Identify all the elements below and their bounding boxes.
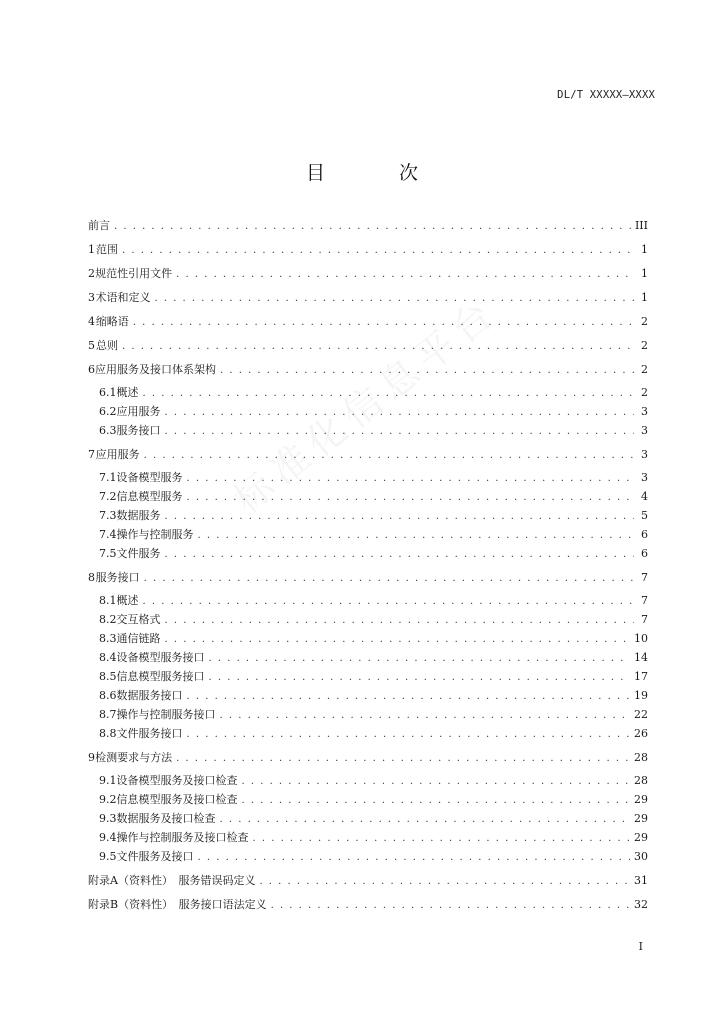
toc-leader-dots	[154, 291, 634, 306]
toc-entry[interactable]	[99, 404, 648, 419]
toc-entry-number: 8.7	[99, 708, 117, 721]
toc-entry-number: 7.4	[99, 528, 117, 541]
toc-entry-label: 数据服务	[116, 509, 161, 522]
toc-leader-dots	[165, 424, 635, 439]
toc-entry[interactable]	[99, 726, 648, 741]
toc-entry-label: 附录A（资料性） 服务错误码定义	[88, 874, 256, 887]
toc-entry-number: 9.4	[99, 831, 117, 844]
toc-entry-number: 8.8	[99, 727, 117, 740]
toc-entry[interactable]	[99, 489, 648, 504]
page-title: 目 次	[305, 162, 453, 184]
toc-entry-number: 8.6	[99, 689, 117, 702]
toc-entry[interactable]	[99, 385, 648, 400]
toc-entry-page: 28	[634, 751, 648, 764]
toc-entry-page: III	[634, 219, 648, 232]
toc-entry-label: 操作与控制服务	[116, 528, 194, 541]
toc-entry-label: 总则	[95, 339, 118, 352]
toc-entry-label: 交互格式	[116, 613, 161, 626]
toc-entry[interactable]	[88, 242, 648, 257]
toc-entry-number: 8.5	[99, 670, 117, 683]
watermark: 标准化信息平台	[225, 288, 507, 522]
toc-leader-dots	[176, 751, 630, 766]
toc-entry-label: 附录B（资料性） 服务接口语法定义	[88, 898, 267, 911]
toc-entry-label: 术语和定义	[95, 291, 151, 304]
toc-entry-page: 1	[641, 291, 648, 304]
toc-entry-label: 信息模型服务接口	[116, 670, 205, 683]
toc-entry-label: 数据服务及接口检查	[116, 812, 216, 825]
toc-leader-dots	[165, 613, 635, 628]
toc-entry-page: 3	[641, 448, 648, 461]
toc-leader-dots	[271, 898, 630, 913]
toc-leader-dots	[198, 850, 631, 865]
toc-entry[interactable]	[99, 612, 648, 627]
toc-entry-label: 通信链路	[116, 632, 161, 645]
toc-entry-label: 设备模型服务	[116, 471, 183, 484]
toc-entry-page: 31	[634, 874, 648, 887]
toc-entry[interactable]	[99, 707, 648, 722]
toc-entry-label: 设备模型服务接口	[116, 651, 205, 664]
toc-entry-number: 9.3	[99, 812, 117, 825]
toc-entry-page: 3	[641, 405, 648, 418]
toc-entry-label: 设备模型服务及接口检查	[116, 774, 238, 787]
toc-entry-page: 3	[641, 424, 648, 437]
toc-entry-page: 10	[634, 632, 648, 645]
toc-entry-page: 32	[634, 898, 648, 911]
toc-entry[interactable]	[99, 669, 648, 684]
toc-entry-page: 3	[641, 471, 648, 484]
toc-entry-label: 应用服务	[116, 405, 161, 418]
toc-entry-number: 7.5	[99, 547, 117, 560]
toc-entry[interactable]	[99, 650, 648, 665]
toc-entry[interactable]	[88, 266, 648, 281]
toc-leader-dots	[187, 727, 631, 742]
toc-entry-number: 8.4	[99, 651, 117, 664]
toc-leader-dots	[220, 812, 631, 827]
toc-leader-dots	[220, 708, 631, 723]
toc-entry-page: 5	[641, 509, 648, 522]
toc-entry[interactable]	[88, 338, 648, 353]
toc-leader-dots	[209, 651, 631, 666]
toc-entry-number: 8.2	[99, 613, 117, 626]
toc-leader-dots	[165, 632, 631, 647]
toc-entry-label: 操作与控制服务及接口检查	[116, 831, 249, 844]
toc-entry-number: 8.3	[99, 632, 117, 645]
toc-entry-label: 规范性引用文件	[95, 267, 173, 280]
toc-entry-number: 6.2	[99, 405, 117, 418]
toc-entry-label: 检测要求与方法	[95, 751, 173, 764]
toc-entry[interactable]	[99, 811, 648, 826]
toc-entry[interactable]	[88, 362, 648, 377]
page-header-code: DL/T XXXXX—XXXX	[557, 89, 655, 101]
toc-leader-dots	[122, 339, 634, 354]
toc-entry-label: 概述	[116, 386, 139, 399]
toc-leader-dots	[165, 547, 635, 562]
toc-entry[interactable]	[99, 688, 648, 703]
toc-entry[interactable]	[88, 570, 648, 585]
toc-entry-page: 29	[634, 793, 648, 806]
toc-entry-number: 9	[88, 751, 95, 764]
toc-entry-page: 17	[634, 670, 648, 683]
toc-entry[interactable]	[99, 508, 648, 523]
toc-leader-dots	[133, 315, 634, 330]
toc-entry[interactable]	[99, 593, 648, 608]
toc-entry-label: 应用服务及接口体系架构	[95, 363, 216, 376]
toc-entry[interactable]	[88, 314, 648, 329]
toc-entry-page: 14	[634, 651, 648, 664]
toc-entry-label: 文件服务	[116, 547, 161, 560]
toc-leader-dots	[122, 243, 634, 258]
toc-leader-dots	[198, 528, 635, 543]
toc-entry[interactable]	[99, 792, 648, 807]
toc-entry-page: 2	[641, 363, 648, 376]
toc-leader-dots	[114, 219, 631, 234]
toc-entry[interactable]	[88, 447, 648, 462]
toc-leader-dots	[144, 448, 634, 463]
toc-entry-number: 7.1	[99, 471, 117, 484]
toc-entry-number: 5	[88, 339, 95, 352]
toc-entry-number: 1	[88, 243, 95, 256]
toc-entry-page: 6	[641, 547, 648, 560]
toc-entry-label: 文件服务及接口	[116, 850, 194, 863]
toc-entry[interactable]	[88, 897, 648, 912]
toc-entry[interactable]	[99, 423, 648, 438]
toc-leader-dots	[165, 509, 635, 524]
footer-page-number: I	[638, 940, 643, 953]
toc-entry-number: 9.5	[99, 850, 117, 863]
toc-entry-page: 30	[634, 850, 648, 863]
toc-leader-dots	[187, 471, 635, 486]
toc-entry-label: 信息模型服务	[116, 490, 183, 503]
toc-entry-number: 7.2	[99, 490, 117, 503]
toc-entry-page: 6	[641, 528, 648, 541]
toc-entry-number: 6.1	[99, 386, 117, 399]
toc-leader-dots	[143, 386, 635, 401]
toc-entry-page: 19	[634, 689, 648, 702]
toc-entry-page: 2	[641, 339, 648, 352]
toc-entry-label: 操作与控制服务接口	[116, 708, 216, 721]
toc-entry-number: 7.3	[99, 509, 117, 522]
toc-entry-number: 6	[88, 363, 95, 376]
toc-entry[interactable]	[88, 750, 648, 765]
toc-entry-number: 8	[88, 571, 95, 584]
toc-leader-dots	[259, 874, 630, 889]
toc-entry-page: 29	[634, 831, 648, 844]
toc-entry-page: 26	[634, 727, 648, 740]
toc-entry[interactable]	[99, 527, 648, 542]
toc-entry-number: 9.1	[99, 774, 117, 787]
toc-leader-dots	[187, 490, 635, 505]
toc-entry-label: 文件服务接口	[116, 727, 183, 740]
toc-leader-dots	[220, 363, 634, 378]
toc-entry-label: 概述	[116, 594, 139, 607]
toc-leader-dots	[176, 267, 634, 282]
toc-entry-page: 28	[634, 774, 648, 787]
toc-entry-label: 范围	[95, 243, 118, 256]
toc-entry-label: 服务接口	[116, 424, 161, 437]
toc-leader-dots	[209, 670, 631, 685]
toc-entry[interactable]	[99, 631, 648, 646]
toc-leader-dots	[253, 831, 631, 846]
toc-entry[interactable]	[99, 470, 648, 485]
toc-entry-label: 缩略语	[95, 315, 129, 328]
toc-entry-page: 7	[641, 613, 648, 626]
toc-entry-number: 6.3	[99, 424, 117, 437]
toc-leader-dots	[144, 571, 634, 586]
toc-leader-dots	[242, 774, 631, 789]
toc-entry[interactable]	[88, 218, 648, 233]
toc-entry[interactable]	[99, 830, 648, 845]
toc-entry-page: 1	[641, 267, 648, 280]
toc-entry[interactable]	[88, 873, 648, 888]
toc-entry-page: 4	[641, 490, 648, 503]
toc-entry-number: 8.1	[99, 594, 117, 607]
toc-entry[interactable]	[99, 773, 648, 788]
toc-entry-label: 数据服务接口	[116, 689, 183, 702]
toc-entry[interactable]	[99, 546, 648, 561]
toc-leader-dots	[143, 594, 635, 609]
toc-entry-label: 应用服务	[95, 448, 140, 461]
toc-entry-number: 7	[88, 448, 95, 461]
toc-leader-dots	[187, 689, 631, 704]
toc-entry-number: 2	[88, 267, 95, 280]
toc-entry-page: 2	[641, 315, 648, 328]
toc-entry-page: 2	[641, 386, 648, 399]
toc-leader-dots	[165, 405, 635, 420]
toc-entry[interactable]	[99, 849, 648, 864]
toc-entry-page: 29	[634, 812, 648, 825]
toc-entry-page: 1	[641, 243, 648, 256]
toc-entry-page: 7	[641, 594, 648, 607]
toc-entry-page: 22	[634, 708, 648, 721]
toc-entry-number: 4	[88, 315, 95, 328]
toc-entry-page: 7	[641, 571, 648, 584]
toc-leader-dots	[242, 793, 631, 808]
toc-entry-label: 服务接口	[95, 571, 140, 584]
toc-entry-label: 前言	[88, 219, 110, 232]
toc-entry-number: 3	[88, 291, 95, 304]
toc-entry-label: 信息模型服务及接口检查	[116, 793, 238, 806]
toc-entry-number: 9.2	[99, 793, 117, 806]
toc-entry[interactable]	[88, 290, 648, 305]
